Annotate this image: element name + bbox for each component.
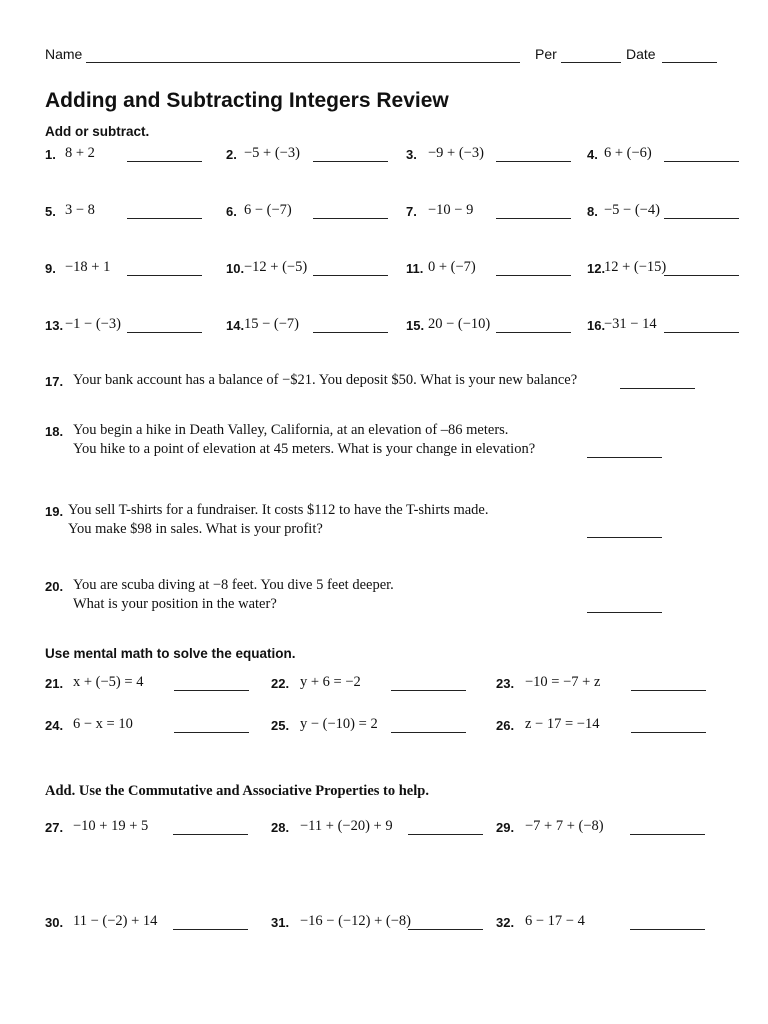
sum-problem-answer-blank[interactable]	[408, 929, 483, 930]
equation-answer-blank[interactable]	[174, 690, 249, 691]
equation-number: 23.	[496, 676, 515, 691]
equation-answer-blank[interactable]	[631, 690, 706, 691]
section3-instruction: Add. Use the Commutative and Associative Properties to help.	[45, 783, 429, 799]
sum-problem-number: 31.	[271, 915, 290, 930]
equation-answer-blank[interactable]	[631, 732, 706, 733]
problem-number: 15.	[406, 318, 425, 333]
sum-problem-answer-blank[interactable]	[630, 834, 705, 835]
word-problem-answer-blank[interactable]	[587, 457, 662, 458]
problem-number: 8.	[587, 204, 598, 219]
equation-answer-blank[interactable]	[174, 732, 249, 733]
word-problem-text: Your bank account has a balance of −$21. You deposit $50. What is your new balance?	[73, 372, 578, 388]
problem-answer-blank[interactable]	[313, 161, 388, 162]
sum-problem-number: 28.	[271, 820, 290, 835]
equation-answer-blank[interactable]	[391, 690, 466, 691]
problem-answer-blank[interactable]	[496, 275, 571, 276]
problem-expression: 20 − (−10)	[428, 316, 491, 332]
problem-expression: −10 − 9	[428, 202, 474, 218]
word-problem-text: You sell T-shirts for a fundraiser. It costs $112 to have the T-shirts made.	[68, 502, 489, 518]
problem-expression: 0 + (−7)	[428, 259, 476, 275]
word-problem-answer-blank[interactable]	[620, 388, 695, 389]
word-problem-number: 18.	[45, 424, 64, 439]
problem-number: 7.	[406, 204, 417, 219]
equation-answer-blank[interactable]	[391, 732, 466, 733]
problem-answer-blank[interactable]	[496, 332, 571, 333]
problem-expression: −1 − (−3)	[65, 316, 121, 332]
date-field[interactable]	[662, 62, 717, 63]
problem-answer-blank[interactable]	[127, 218, 202, 219]
problem-expression: 15 − (−7)	[244, 316, 300, 332]
problem-number: 2.	[226, 147, 237, 162]
sum-problem-number: 32.	[496, 915, 515, 930]
sum-problem-expression: −10 + 19 + 5	[73, 818, 149, 834]
section2-instruction: Use mental math to solve the equation.	[45, 646, 296, 661]
section1-instruction: Add or subtract.	[45, 124, 150, 139]
problem-number: 1.	[45, 147, 56, 162]
problem-expression: 12 + (−15)	[604, 259, 667, 275]
problem-expression: 6 − (−7)	[244, 202, 292, 218]
date-label: Date	[626, 46, 656, 62]
problem-number: 12.	[587, 261, 606, 276]
sum-problem-expression: 11 − (−2) + 14	[73, 913, 158, 929]
problem-expression: −31 − 14	[604, 316, 657, 332]
problem-answer-blank[interactable]	[127, 275, 202, 276]
problem-number: 4.	[587, 147, 598, 162]
equation-number: 24.	[45, 718, 64, 733]
word-problem-text: You begin a hike in Death Valley, California, at an elevation of –86 meters.	[73, 422, 509, 438]
sum-problem-expression: −16 − (−12) + (−8)	[300, 913, 411, 929]
word-problem-answer-blank[interactable]	[587, 612, 662, 613]
problem-answer-blank[interactable]	[127, 332, 202, 333]
sum-problem-number: 29.	[496, 820, 515, 835]
problem-number: 6.	[226, 204, 237, 219]
problem-expression: −18 + 1	[65, 259, 111, 275]
sum-problem-expression: 6 − 17 − 4	[525, 913, 585, 929]
word-problem-text: You are scuba diving at −8 feet. You dive 5 feet deeper.	[73, 577, 394, 593]
problem-expression: 8 + 2	[65, 145, 95, 161]
equation-expression: x + (−5) = 4	[73, 674, 144, 690]
equation-expression: z − 17 = −14	[525, 716, 600, 732]
word-problem-text: What is your position in the water?	[73, 596, 277, 612]
equation-expression: y − (−10) = 2	[300, 716, 378, 732]
equation-number: 26.	[496, 718, 515, 733]
equation-number: 21.	[45, 676, 64, 691]
sum-problem-answer-blank[interactable]	[408, 834, 483, 835]
problem-expression: −12 + (−5)	[244, 259, 308, 275]
page-title: Adding and Subtracting Integers Review	[45, 89, 449, 112]
problem-number: 16.	[587, 318, 606, 333]
problem-answer-blank[interactable]	[496, 218, 571, 219]
word-problem-number: 20.	[45, 579, 64, 594]
problem-number: 14.	[226, 318, 245, 333]
problem-expression: 6 + (−6)	[604, 145, 652, 161]
sum-problem-number: 27.	[45, 820, 64, 835]
word-problem-answer-blank[interactable]	[587, 537, 662, 538]
name-field[interactable]	[86, 62, 520, 63]
problem-answer-blank[interactable]	[664, 161, 739, 162]
name-label: Name	[45, 46, 83, 62]
problem-number: 9.	[45, 261, 56, 276]
per-label: Per	[535, 46, 557, 62]
word-problem-number: 17.	[45, 374, 64, 389]
problem-number: 13.	[45, 318, 64, 333]
problem-number: 3.	[406, 147, 417, 162]
word-problem-text: You hike to a point of elevation at 45 meters. What is your change in elevation?	[73, 441, 536, 457]
equation-number: 25.	[271, 718, 290, 733]
problem-answer-blank[interactable]	[127, 161, 202, 162]
sum-problem-answer-blank[interactable]	[173, 834, 248, 835]
problem-expression: −5 + (−3)	[244, 145, 300, 161]
problem-answer-blank[interactable]	[664, 218, 739, 219]
problem-expression: 3 − 8	[65, 202, 95, 218]
problem-answer-blank[interactable]	[664, 332, 739, 333]
problem-expression: −9 + (−3)	[428, 145, 484, 161]
equation-expression: y + 6 = −2	[300, 674, 361, 690]
equation-expression: −10 = −7 + z	[525, 674, 601, 690]
problem-answer-blank[interactable]	[313, 332, 388, 333]
sum-problem-number: 30.	[45, 915, 64, 930]
problem-number: 5.	[45, 204, 56, 219]
sum-problem-expression: −7 + 7 + (−8)	[525, 818, 604, 834]
equation-expression: 6 − x = 10	[73, 716, 133, 732]
problem-number: 11.	[406, 261, 424, 276]
problem-answer-blank[interactable]	[313, 275, 388, 276]
problem-answer-blank[interactable]	[313, 218, 388, 219]
problem-number: 10.	[226, 261, 245, 276]
equation-number: 22.	[271, 676, 290, 691]
sum-problem-expression: −11 + (−20) + 9	[300, 818, 393, 834]
sum-problem-answer-blank[interactable]	[173, 929, 248, 930]
word-problem-text: You make $98 in sales. What is your profit?	[68, 521, 323, 537]
problem-answer-blank[interactable]	[496, 161, 571, 162]
per-field[interactable]	[561, 62, 621, 63]
problem-answer-blank[interactable]	[664, 275, 739, 276]
problem-expression: −5 − (−4)	[604, 202, 660, 218]
word-problem-number: 19.	[45, 504, 64, 519]
sum-problem-answer-blank[interactable]	[630, 929, 705, 930]
